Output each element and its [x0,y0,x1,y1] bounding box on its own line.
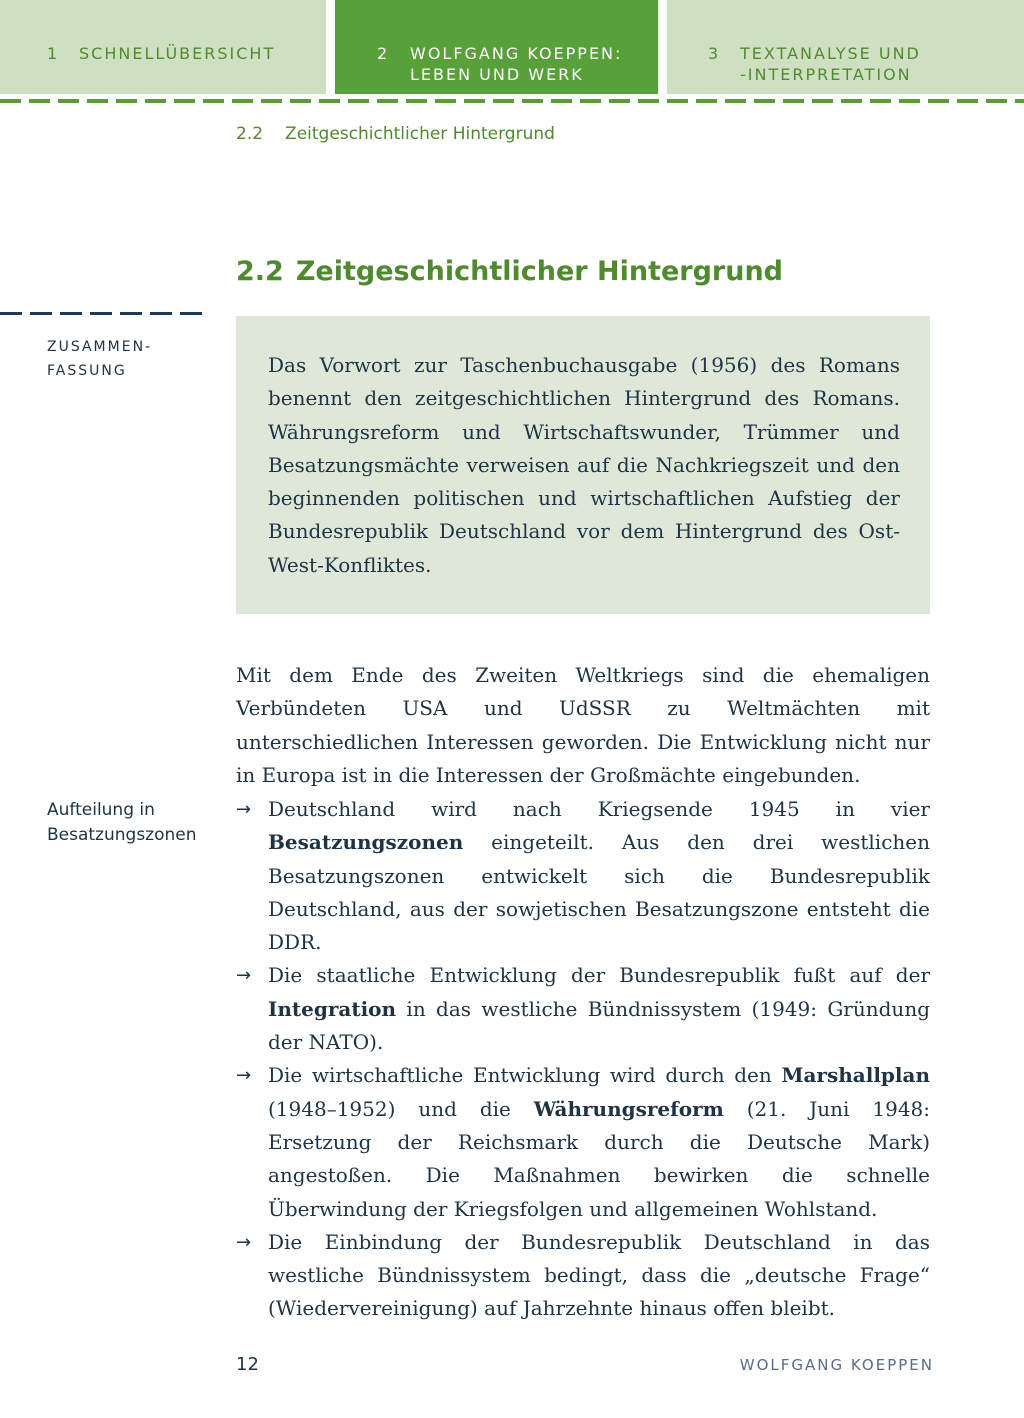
arrow-right-icon: → [236,965,252,987]
margin-note-line1: Aufteilung in [47,800,155,820]
list-item [236,1059,930,1225]
list-item [236,959,930,1059]
bullet-text: (1948–1952) und die [268,1096,534,1121]
margin-divider [0,312,205,315]
tab-label [410,43,622,85]
section-number: 2.2 [236,256,284,287]
tab-divider [0,99,1024,103]
bullet-text: Die wirtschaftliche Entwicklung wird durch den [268,1063,782,1088]
list-item [236,1226,930,1326]
tab-number: 3 [708,44,721,63]
bullet-keyword: Marshallplan [781,1063,930,1088]
section-title-text: Zeitgeschichtlicher Hintergrund [295,256,784,287]
bullet-text: in das westliche Bündnissystem (1949: Gründung der NATO). [268,996,930,1055]
tab-number: 1 [47,44,60,63]
page-number: 12 [236,1354,259,1375]
tab-label-line1: WOLFGANG KOEPPEN: [410,44,623,63]
bullet-text: (21. Juni 1948: Ersetzung der Reichsmark durch die Deutsche Mark) angestoßen. Die Maßnahmen bewirken die schnelle Überwindung der Kriegsfolgen und allgemeinen Wohlstand. [268,1096,931,1221]
bullet-keyword: Währungsreform [533,1096,724,1121]
arrow-right-icon: → [236,1065,252,1087]
section-title [236,254,783,290]
bullet-text: eingeteilt. Aus den drei westlichen Besatzungszonen entwickelt sich die Bundesrepublik Deutschland, aus der sowjetischen Besatzungszone entsteht die DDR. [268,830,930,955]
summary-text: Das Vorwort zur Taschenbuchausgabe (1956) des Romans benennt den zeitgeschichtlichen Hintergrund des Romans. Währungsreform und Wirtschaftswunder, Trümmer und Besatzungsmächte verweisen auf die Nachkriegszeit und den beginnenden politischen und wirtschaftlichen Aufstieg der Bundesrepublik Deutschland vor dem Hintergrund des Ost-West-Konfliktes. [268,353,900,577]
bullet-keyword: Besatzungszonen [268,830,464,855]
book-title: WOLFGANG KOEPPEN [739,1356,934,1374]
tab-label [740,43,921,85]
tab-label-line2: -INTERPRETATION [740,65,912,84]
bullet-keyword: Integration [268,996,397,1021]
tab-schnelluebersicht[interactable] [0,0,326,94]
bullet-text: Die staatliche Entwicklung der Bundesrepublik fußt auf der [268,963,930,988]
tab-label: SCHNELLÜBERSICHT [79,44,276,63]
arrow-right-icon: → [236,799,252,820]
margin-note [47,798,197,848]
arrow-right-icon: → [236,1231,252,1253]
tab-leben-und-werk[interactable] [335,0,658,94]
margin-note-line2: Besatzungszonen [47,825,197,845]
summary-label-line1: ZUSAMMEN- [47,339,153,355]
summary-box [236,316,930,614]
tab-label-line2: LEBEN UND WERK [410,65,584,84]
tab-number: 2 [377,44,390,63]
tab-label-line1: TEXTANALYSE UND [740,44,921,63]
summary-label [47,335,152,383]
summary-label-line2: FASSUNG [47,363,127,379]
intro-paragraph: Mit dem Ende des Zweiten Weltkriegs sind die ehemaligen Verbündeten USA und UdSSR zu Weltmächten mit unterschiedlichen Interessen geworden. Die Entwicklung nicht nur in Europa ist in die Interessen der Großmächte eingebunden. [236,663,930,787]
running-head-number: 2.2 [236,124,264,144]
bullet-list [236,793,930,1326]
bullet-text: Deutschland wird nach Kriegsende 1945 in vier [268,797,930,821]
running-head [236,124,555,144]
tab-textanalyse[interactable] [667,0,1024,94]
bullet-text: Die Einbindung der Bundesrepublik Deutschland in das westliche Bündnissystem bedingt, dass die „deutsche Frage“ (Wiedervereinigung) auf Jahrzehnte hinaus offen bleibt. [268,1229,930,1321]
running-head-title: Zeitgeschichtlicher Hintergrund [285,124,555,144]
list-item [236,793,930,959]
